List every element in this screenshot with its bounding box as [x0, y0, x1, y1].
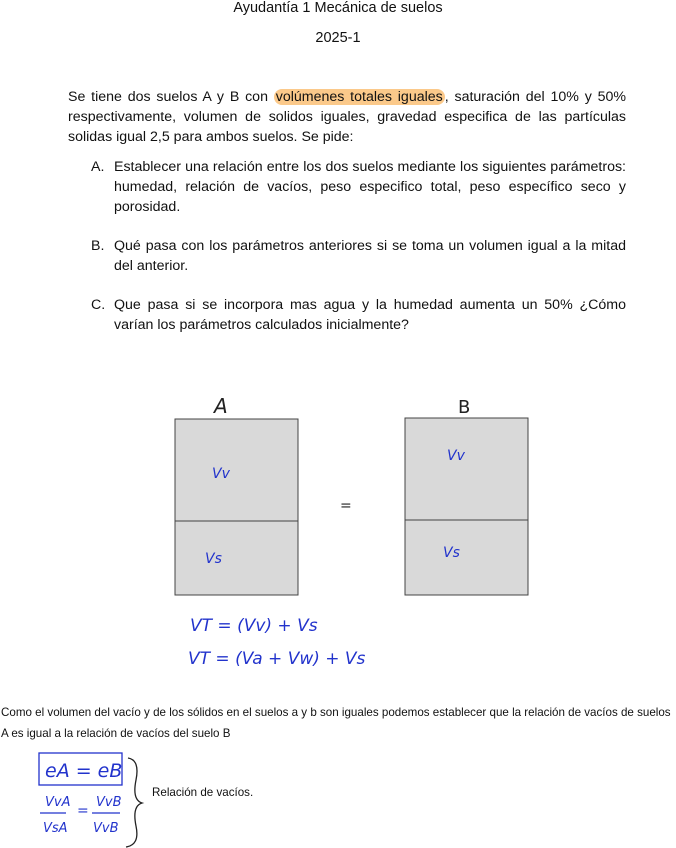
intro-text: Se tiene dos suelos A y B con [68, 89, 274, 105]
document-year: 2025-1 [315, 30, 361, 46]
solid-volume-a: Vs [205, 551, 222, 567]
total-volume-eq2: VT = (Va + Vw) + Vs [188, 649, 366, 669]
void-ratio-equality: eA = eB [45, 760, 123, 782]
document-title: Ayudantía 1 Mecánica de suelos [233, 0, 443, 16]
item-text: Que pasa si se incorpora mas agua y la humedad aumenta un 50% ¿Cómo varían los parámetros calculados inicialmente? [114, 297, 626, 333]
item-letter: A. [91, 159, 105, 175]
fraction-left-denominator: VsA [43, 821, 68, 836]
label-b: B [458, 397, 471, 418]
total-volume-eq1: VT = (Vv) + Vs [190, 616, 318, 636]
item-letter: B. [91, 238, 105, 254]
fraction-left-numerator: VvA [45, 795, 71, 810]
solid-volume-b: Vs [443, 545, 460, 561]
highlighted-phrase: volúmenes totales iguales [275, 89, 443, 105]
equals-sign: = [340, 498, 352, 514]
void-ratio-note: Relación de vacíos. [152, 786, 254, 799]
curly-brace [126, 758, 142, 847]
void-volume-b: Vv [447, 448, 465, 464]
void-volume-a: Vv [212, 466, 230, 482]
item-text: Qué pasa con los parámetros anteriores si se toma un volumen igual a la mitad del anterior. [114, 238, 626, 274]
item-text: Establecer una relación entre los dos suelos mediante los siguientes parámetros: humedad, relación de vacíos, peso especifico total, peso específico seco y porosidad. [114, 159, 626, 215]
soil-a-box [175, 419, 298, 595]
fraction-right-denominator: VvB [93, 821, 119, 836]
fraction-right-numerator: VvB [96, 795, 122, 810]
fraction-equals: = [77, 803, 89, 819]
label-a: A [214, 394, 228, 418]
item-letter: C. [91, 297, 106, 313]
intro-text-rest: , saturación del 10% y 50% respectivamente, volumen de solidos iguales, gravedad especifica de las partículas solidas igual 2,5 para ambos suelos. Se pide: [68, 89, 626, 145]
explanation-paragraph: Como el volumen del vacío y de los sólidos en el suelos a y b son iguales podemos establecer que la relación de vacíos de suelos A es igual a la relación de vacíos del suelo B [1, 706, 671, 740]
soil-b-box [405, 418, 528, 595]
